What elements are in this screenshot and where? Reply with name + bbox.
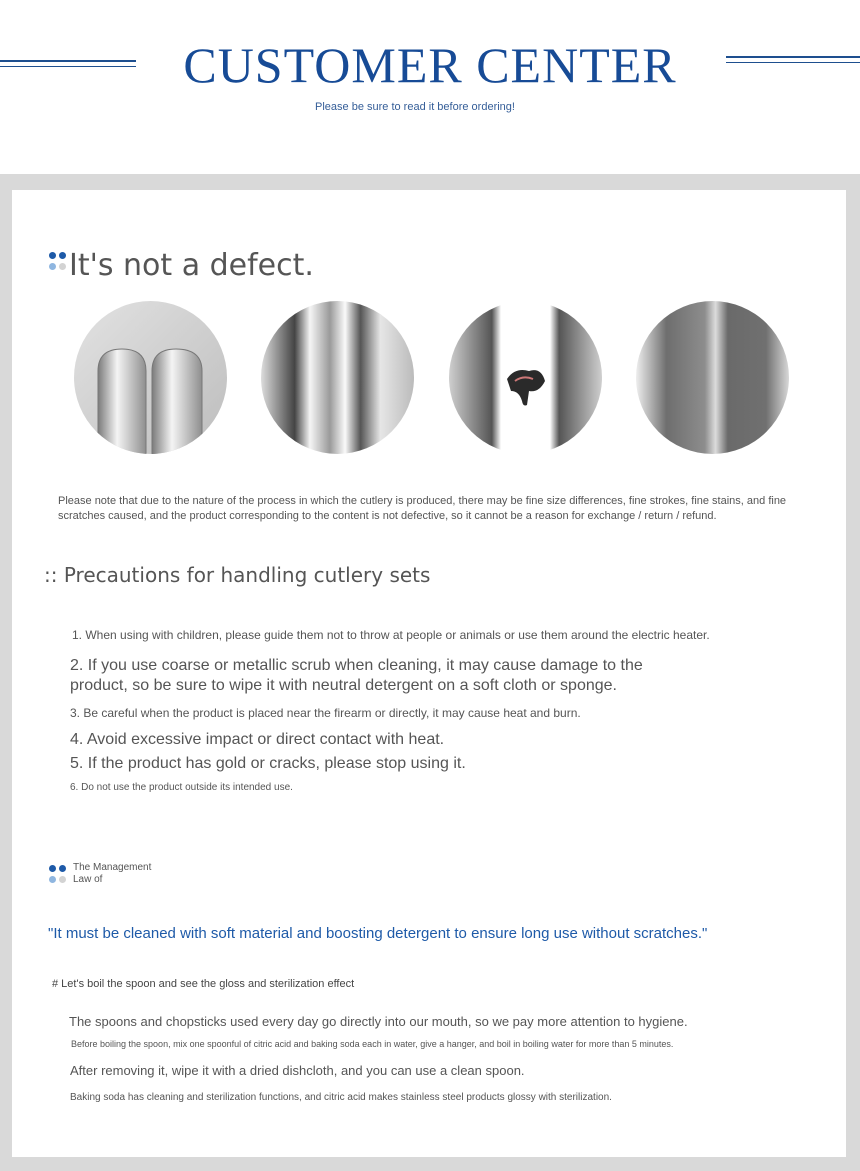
hygiene-paragraph-4: Baking soda has cleaning and sterilization functions, and citric acid makes stainless steel products glossy with sterilization. [70, 1092, 612, 1103]
precaution-item-1: 1. When using with children, please guide them not to throw at people or animals or use them around the electric heater. [72, 628, 710, 642]
hygiene-paragraph-3: After removing it, wipe it with a dried dishcloth, and you can use a clean spoon. [70, 1063, 525, 1078]
page-subtitle: Please be sure to read it before ordering! [315, 101, 515, 113]
section-dots-icon [49, 252, 69, 272]
precautions-title: :: Precautions for handling cutlery sets [44, 563, 431, 587]
management-dots-icon [49, 865, 69, 885]
precaution-item-3: 3. Be careful when the product is placed near the firearm or directly, it may cause heat and burn. [70, 706, 581, 720]
precaution-item-2: 2. If you use coarse or metallic scrub when cleaning, it may cause damage to the product, so be sure to wipe it with neutral detergent on a soft cloth or sponge. [70, 657, 643, 694]
management-quote: "It must be cleaned with soft material and boosting detergent to ensure long use without scratches." [48, 925, 708, 942]
defect-section-title: It's not a defect. [69, 248, 314, 283]
management-line-2: Law of [73, 874, 103, 885]
boil-title: # Let's boil the spoon and see the gloss and sterilization effect [52, 978, 355, 990]
handle-gradient-photo [636, 301, 789, 454]
management-line-1: The Management [73, 862, 152, 873]
precaution-item-6: 6. Do not use the product outside its intended use. [70, 782, 293, 793]
defect-note: Please note that due to the nature of the process in which the cutlery is produced, there may be fine size differences, fine strokes, fine stains, and fine scratches caused, and the product corresponding to the content is not defective, so it cannot be a reason for exchange / return / refund. [58, 495, 787, 522]
hygiene-paragraph-1: The spoons and chopsticks used every day go directly into our mouth, so we pay more attention to hygiene. [69, 1014, 688, 1029]
precaution-item-4: 4. Avoid excessive impact or direct contact with heat. [70, 731, 445, 748]
handle-lines-photo [261, 301, 414, 454]
management-heading [73, 862, 151, 886]
spoon-tips-photo [74, 301, 227, 454]
handle-stain-photo [449, 301, 602, 454]
header [0, 0, 860, 174]
hygiene-paragraph-2: Before boiling the spoon, mix one spoonful of citric acid and baking soda each in water, give a hanger, and boil in boiling water for more than 5 minutes. [71, 1039, 674, 1049]
page-title: CUSTOMER CENTER [183, 37, 677, 93]
precaution-item-5: 5. If the product has gold or cracks, please stop using it. [70, 755, 466, 772]
